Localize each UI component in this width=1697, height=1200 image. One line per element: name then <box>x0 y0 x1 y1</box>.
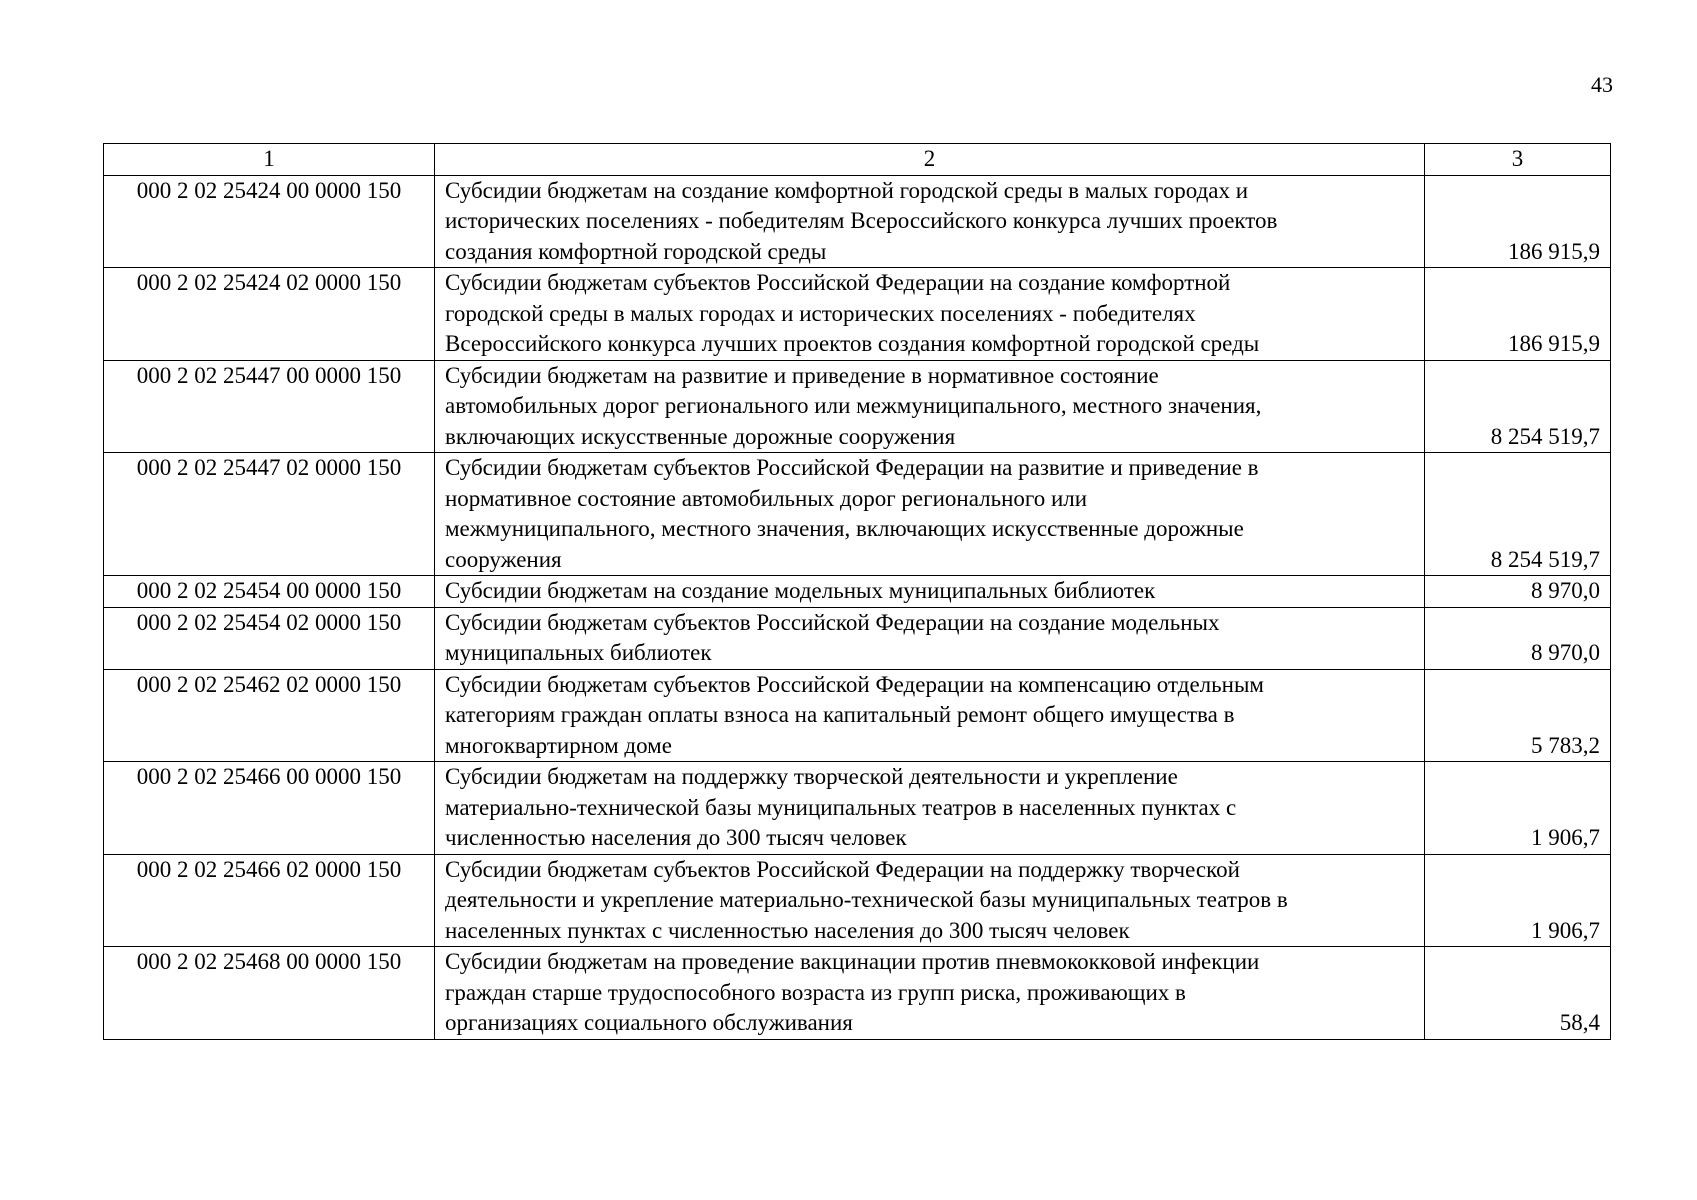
table-row <box>104 947 1611 1040</box>
budget-code-cell: 000 2 02 25424 02 0000 150 <box>104 268 435 361</box>
description-cell: Субсидии бюджетам на развитие и приведение в нормативное состояние автомобильных дорог регионального или межмуниципального, местного значения, включающих искусственные дорожные сооружения <box>435 360 1425 453</box>
table-row <box>104 576 1611 608</box>
amount-cell: 186 915,9 <box>1425 175 1611 268</box>
amount-cell: 8 254 519,7 <box>1425 453 1611 576</box>
column-header-2: 2 <box>435 144 1425 176</box>
table-row <box>104 453 1611 576</box>
description-cell: Субсидии бюджетам субъектов Российской Федерации на развитие и приведение в нормативное состояние автомобильных дорог регионального или межмуниципального, местного значения, включающих искусственные дорожные сооружения <box>435 453 1425 576</box>
description-cell: Субсидии бюджетам субъектов Российской Федерации на компенсацию отдельным категориям граждан оплаты взноса на капитальный ремонт общего имущества в многоквартирном доме <box>435 669 1425 762</box>
budget-code-cell: 000 2 02 25454 02 0000 150 <box>104 607 435 669</box>
amount-cell: 8 254 519,7 <box>1425 360 1611 453</box>
table-row <box>104 175 1611 268</box>
description-cell: Субсидии бюджетам субъектов Российской Федерации на создание комфортной городской среды в малых городах и исторических поселениях - победителях Всероссийского конкурса лучших проектов создания комфортной городской среды <box>435 268 1425 361</box>
budget-table <box>103 143 1611 1040</box>
budget-code-cell: 000 2 02 25462 02 0000 150 <box>104 669 435 762</box>
column-header-3: 3 <box>1425 144 1611 176</box>
table-body <box>104 144 1611 1040</box>
amount-cell: 8 970,0 <box>1425 607 1611 669</box>
description-cell: Субсидии бюджетам на поддержку творческой деятельности и укрепление материально-технической базы муниципальных театров в населенных пунктах с численностью населения до 300 тысяч человек <box>435 762 1425 855</box>
table-header-row <box>104 144 1611 176</box>
table-row <box>104 360 1611 453</box>
budget-code-cell: 000 2 02 25424 00 0000 150 <box>104 175 435 268</box>
page-number: 43 <box>1591 72 1613 97</box>
table-row <box>104 268 1611 361</box>
table-row <box>104 854 1611 947</box>
budget-code-cell: 000 2 02 25447 02 0000 150 <box>104 453 435 576</box>
amount-cell: 1 906,7 <box>1425 762 1611 855</box>
budget-code-cell: 000 2 02 25466 00 0000 150 <box>104 762 435 855</box>
budget-code-cell: 000 2 02 25468 00 0000 150 <box>104 947 435 1040</box>
budget-code-cell: 000 2 02 25454 00 0000 150 <box>104 576 435 608</box>
description-cell: Субсидии бюджетам на создание модельных муниципальных библиотек <box>435 576 1425 608</box>
column-header-1: 1 <box>104 144 435 176</box>
budget-code-cell: 000 2 02 25466 02 0000 150 <box>104 854 435 947</box>
table-row <box>104 762 1611 855</box>
description-cell: Субсидии бюджетам субъектов Российской Федерации на создание модельных муниципальных библиотек <box>435 607 1425 669</box>
table-row <box>104 669 1611 762</box>
amount-cell: 5 783,2 <box>1425 669 1611 762</box>
amount-cell: 8 970,0 <box>1425 576 1611 608</box>
description-cell: Субсидии бюджетам субъектов Российской Федерации на поддержку творческой деятельности и укрепление материально-технической базы муниципальных театров в населенных пунктах с численностью населения до 300 тысяч человек <box>435 854 1425 947</box>
amount-cell: 1 906,7 <box>1425 854 1611 947</box>
budget-code-cell: 000 2 02 25447 00 0000 150 <box>104 360 435 453</box>
table-row <box>104 607 1611 669</box>
amount-cell: 58,4 <box>1425 947 1611 1040</box>
description-cell: Субсидии бюджетам на создание комфортной городской среды в малых городах и исторических поселениях - победителям Всероссийского конкурса лучших проектов создания комфортной городской среды <box>435 175 1425 268</box>
amount-cell: 186 915,9 <box>1425 268 1611 361</box>
description-cell: Субсидии бюджетам на проведение вакцинации против пневмококковой инфекции граждан старше трудоспособного возраста из групп риска, проживающих в организациях социального обслуживания <box>435 947 1425 1040</box>
